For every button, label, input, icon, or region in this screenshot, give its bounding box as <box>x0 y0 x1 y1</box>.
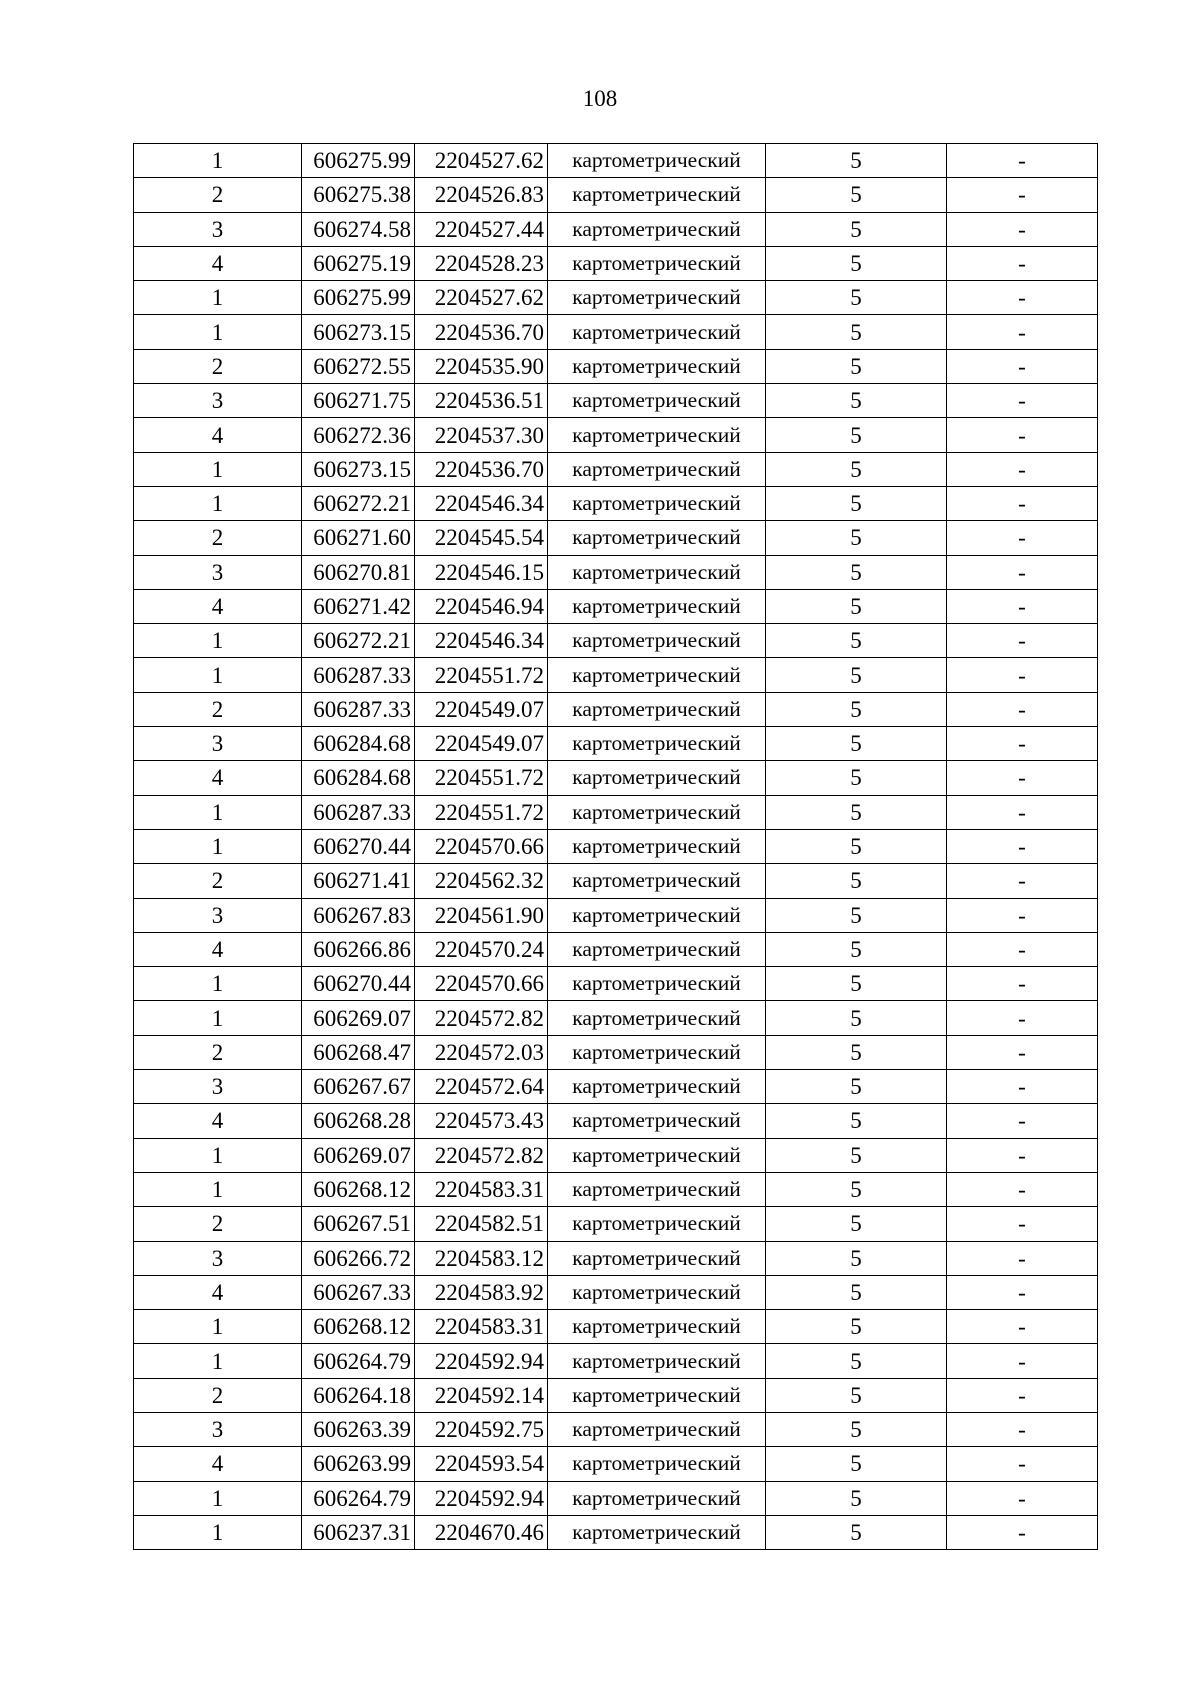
y-coordinate-cell: 2204583.31 <box>415 1172 548 1206</box>
x-coordinate-cell: 606287.33 <box>302 658 415 692</box>
accuracy-cell: 5 <box>766 144 947 178</box>
y-coordinate-cell: 2204570.24 <box>415 932 548 966</box>
table-row <box>134 1481 1098 1515</box>
description-cell: - <box>947 212 1098 246</box>
x-coordinate-cell: 606284.68 <box>302 727 415 761</box>
x-coordinate-cell: 606270.44 <box>302 967 415 1001</box>
accuracy-cell: 5 <box>766 1481 947 1515</box>
accuracy-cell: 5 <box>766 349 947 383</box>
page-number: 108 <box>582 86 618 111</box>
point-number-cell: 1 <box>134 486 302 520</box>
method-cell: картометрический <box>548 624 766 658</box>
y-coordinate-cell: 2204526.83 <box>415 178 548 212</box>
description-cell: - <box>947 1447 1098 1481</box>
x-coordinate-cell: 606267.33 <box>302 1275 415 1309</box>
accuracy-cell: 5 <box>766 1310 947 1344</box>
table-row <box>134 1241 1098 1275</box>
method-cell: картометрический <box>548 555 766 589</box>
accuracy-cell: 5 <box>766 1035 947 1069</box>
method-cell: картометрический <box>548 658 766 692</box>
x-coordinate-cell: 606275.99 <box>302 281 415 315</box>
table-row <box>134 349 1098 383</box>
description-cell: - <box>947 829 1098 863</box>
point-number-cell: 1 <box>134 1310 302 1344</box>
method-cell: картометрический <box>548 1035 766 1069</box>
x-coordinate-cell: 606272.36 <box>302 418 415 452</box>
x-coordinate-cell: 606267.83 <box>302 898 415 932</box>
point-number-cell: 4 <box>134 246 302 280</box>
table-row <box>134 1001 1098 1035</box>
x-coordinate-cell: 606237.31 <box>302 1515 415 1549</box>
y-coordinate-cell: 2204582.51 <box>415 1207 548 1241</box>
method-cell: картометрический <box>548 1070 766 1104</box>
y-coordinate-cell: 2204572.03 <box>415 1035 548 1069</box>
point-number-cell: 4 <box>134 761 302 795</box>
description-cell: - <box>947 589 1098 623</box>
accuracy-cell: 5 <box>766 281 947 315</box>
table-row <box>134 761 1098 795</box>
description-cell: - <box>947 1515 1098 1549</box>
point-number-cell: 3 <box>134 727 302 761</box>
y-coordinate-cell: 2204546.15 <box>415 555 548 589</box>
point-number-cell: 3 <box>134 898 302 932</box>
accuracy-cell: 5 <box>766 829 947 863</box>
y-coordinate-cell: 2204546.34 <box>415 486 548 520</box>
y-coordinate-cell: 2204535.90 <box>415 349 548 383</box>
table-row <box>134 212 1098 246</box>
method-cell: картометрический <box>548 521 766 555</box>
point-number-cell: 1 <box>134 315 302 349</box>
description-cell: - <box>947 555 1098 589</box>
table-row <box>134 1344 1098 1378</box>
point-number-cell: 4 <box>134 932 302 966</box>
table-row <box>134 521 1098 555</box>
point-number-cell: 2 <box>134 692 302 726</box>
table-row <box>134 589 1098 623</box>
y-coordinate-cell: 2204528.23 <box>415 246 548 280</box>
point-number-cell: 1 <box>134 829 302 863</box>
y-coordinate-cell: 2204583.12 <box>415 1241 548 1275</box>
point-number-cell: 3 <box>134 555 302 589</box>
accuracy-cell: 5 <box>766 1241 947 1275</box>
method-cell: картометрический <box>548 692 766 726</box>
method-cell: картометрический <box>548 1104 766 1138</box>
point-number-cell: 1 <box>134 967 302 1001</box>
description-cell: - <box>947 1378 1098 1412</box>
method-cell: картометрический <box>548 761 766 795</box>
method-cell: картометрический <box>548 1241 766 1275</box>
description-cell: - <box>947 761 1098 795</box>
description-cell: - <box>947 1207 1098 1241</box>
point-number-cell: 1 <box>134 658 302 692</box>
accuracy-cell: 5 <box>766 658 947 692</box>
accuracy-cell: 5 <box>766 761 947 795</box>
x-coordinate-cell: 606274.58 <box>302 212 415 246</box>
x-coordinate-cell: 606268.47 <box>302 1035 415 1069</box>
point-number-cell: 3 <box>134 1241 302 1275</box>
description-cell: - <box>947 144 1098 178</box>
x-coordinate-cell: 606264.79 <box>302 1344 415 1378</box>
accuracy-cell: 5 <box>766 967 947 1001</box>
table-row <box>134 692 1098 726</box>
table-row <box>134 624 1098 658</box>
table-row <box>134 829 1098 863</box>
point-number-cell: 4 <box>134 589 302 623</box>
point-number-cell: 1 <box>134 624 302 658</box>
y-coordinate-cell: 2204583.92 <box>415 1275 548 1309</box>
description-cell: - <box>947 1001 1098 1035</box>
point-number-cell: 3 <box>134 384 302 418</box>
accuracy-cell: 5 <box>766 1447 947 1481</box>
x-coordinate-cell: 606271.42 <box>302 589 415 623</box>
y-coordinate-cell: 2204572.82 <box>415 1138 548 1172</box>
method-cell: картометрический <box>548 795 766 829</box>
description-cell: - <box>947 1172 1098 1206</box>
table-row <box>134 1275 1098 1309</box>
accuracy-cell: 5 <box>766 418 947 452</box>
y-coordinate-cell: 2204545.54 <box>415 521 548 555</box>
method-cell: картометрический <box>548 212 766 246</box>
accuracy-cell: 5 <box>766 1207 947 1241</box>
accuracy-cell: 5 <box>766 898 947 932</box>
description-cell: - <box>947 624 1098 658</box>
point-number-cell: 1 <box>134 1344 302 1378</box>
point-number-cell: 3 <box>134 1070 302 1104</box>
table-row <box>134 384 1098 418</box>
accuracy-cell: 5 <box>766 1172 947 1206</box>
y-coordinate-cell: 2204549.07 <box>415 727 548 761</box>
description-cell: - <box>947 1344 1098 1378</box>
point-number-cell: 2 <box>134 349 302 383</box>
y-coordinate-cell: 2204527.62 <box>415 144 548 178</box>
point-number-cell: 4 <box>134 1447 302 1481</box>
y-coordinate-cell: 2204592.14 <box>415 1378 548 1412</box>
table-row <box>134 315 1098 349</box>
method-cell: картометрический <box>548 1310 766 1344</box>
accuracy-cell: 5 <box>766 1138 947 1172</box>
description-cell: - <box>947 1275 1098 1309</box>
point-number-cell: 2 <box>134 178 302 212</box>
table-row <box>134 178 1098 212</box>
y-coordinate-cell: 2204536.70 <box>415 452 548 486</box>
method-cell: картометрический <box>548 589 766 623</box>
y-coordinate-cell: 2204573.43 <box>415 1104 548 1138</box>
accuracy-cell: 5 <box>766 212 947 246</box>
x-coordinate-cell: 606269.07 <box>302 1001 415 1035</box>
point-number-cell: 2 <box>134 864 302 898</box>
table-row <box>134 898 1098 932</box>
table-row <box>134 1070 1098 1104</box>
x-coordinate-cell: 606275.99 <box>302 144 415 178</box>
y-coordinate-cell: 2204551.72 <box>415 795 548 829</box>
description-cell: - <box>947 898 1098 932</box>
point-number-cell: 1 <box>134 281 302 315</box>
table-row <box>134 932 1098 966</box>
x-coordinate-cell: 606287.33 <box>302 795 415 829</box>
x-coordinate-cell: 606269.07 <box>302 1138 415 1172</box>
x-coordinate-cell: 606271.75 <box>302 384 415 418</box>
point-number-cell: 4 <box>134 1275 302 1309</box>
method-cell: картометрический <box>548 1412 766 1446</box>
method-cell: картометрический <box>548 1447 766 1481</box>
point-number-cell: 1 <box>134 144 302 178</box>
y-coordinate-cell: 2204549.07 <box>415 692 548 726</box>
y-coordinate-cell: 2204551.72 <box>415 761 548 795</box>
point-number-cell: 1 <box>134 1172 302 1206</box>
description-cell: - <box>947 1241 1098 1275</box>
accuracy-cell: 5 <box>766 246 947 280</box>
description-cell: - <box>947 452 1098 486</box>
y-coordinate-cell: 2204592.94 <box>415 1481 548 1515</box>
x-coordinate-cell: 606287.33 <box>302 692 415 726</box>
method-cell: картометрический <box>548 246 766 280</box>
description-cell: - <box>947 178 1098 212</box>
table-row <box>134 452 1098 486</box>
description-cell: - <box>947 692 1098 726</box>
method-cell: картометрический <box>548 898 766 932</box>
method-cell: картометрический <box>548 1172 766 1206</box>
table-row <box>134 1447 1098 1481</box>
accuracy-cell: 5 <box>766 1412 947 1446</box>
description-cell: - <box>947 246 1098 280</box>
table-row <box>134 555 1098 589</box>
accuracy-cell: 5 <box>766 1275 947 1309</box>
accuracy-cell: 5 <box>766 1070 947 1104</box>
table-row <box>134 281 1098 315</box>
table-row <box>134 1310 1098 1344</box>
accuracy-cell: 5 <box>766 727 947 761</box>
accuracy-cell: 5 <box>766 589 947 623</box>
method-cell: картометрический <box>548 967 766 1001</box>
method-cell: картометрический <box>548 1275 766 1309</box>
accuracy-cell: 5 <box>766 1001 947 1035</box>
table-row <box>134 967 1098 1001</box>
x-coordinate-cell: 606267.51 <box>302 1207 415 1241</box>
table-row <box>134 727 1098 761</box>
accuracy-cell: 5 <box>766 1104 947 1138</box>
accuracy-cell: 5 <box>766 555 947 589</box>
point-number-cell: 1 <box>134 795 302 829</box>
table-row <box>134 864 1098 898</box>
description-cell: - <box>947 1104 1098 1138</box>
y-coordinate-cell: 2204670.46 <box>415 1515 548 1549</box>
accuracy-cell: 5 <box>766 315 947 349</box>
method-cell: картометрический <box>548 384 766 418</box>
point-number-cell: 1 <box>134 1481 302 1515</box>
point-number-cell: 4 <box>134 1104 302 1138</box>
point-number-cell: 1 <box>134 1001 302 1035</box>
point-number-cell: 1 <box>134 1138 302 1172</box>
table-row <box>134 1172 1098 1206</box>
y-coordinate-cell: 2204572.82 <box>415 1001 548 1035</box>
x-coordinate-cell: 606263.99 <box>302 1447 415 1481</box>
y-coordinate-cell: 2204561.90 <box>415 898 548 932</box>
point-number-cell: 2 <box>134 1207 302 1241</box>
description-cell: - <box>947 932 1098 966</box>
x-coordinate-cell: 606272.55 <box>302 349 415 383</box>
description-cell: - <box>947 727 1098 761</box>
y-coordinate-cell: 2204527.44 <box>415 212 548 246</box>
x-coordinate-cell: 606266.86 <box>302 932 415 966</box>
y-coordinate-cell: 2204546.34 <box>415 624 548 658</box>
x-coordinate-cell: 606264.18 <box>302 1378 415 1412</box>
table-row <box>134 1207 1098 1241</box>
x-coordinate-cell: 606275.19 <box>302 246 415 280</box>
x-coordinate-cell: 606268.28 <box>302 1104 415 1138</box>
accuracy-cell: 5 <box>766 692 947 726</box>
x-coordinate-cell: 606271.41 <box>302 864 415 898</box>
y-coordinate-cell: 2204570.66 <box>415 967 548 1001</box>
point-number-cell: 1 <box>134 1515 302 1549</box>
method-cell: картометрический <box>548 1515 766 1549</box>
description-cell: - <box>947 1138 1098 1172</box>
x-coordinate-cell: 606268.12 <box>302 1310 415 1344</box>
y-coordinate-cell: 2204583.31 <box>415 1310 548 1344</box>
method-cell: картометрический <box>548 829 766 863</box>
method-cell: картометрический <box>548 452 766 486</box>
table-row <box>134 246 1098 280</box>
table-row <box>134 486 1098 520</box>
table-row <box>134 418 1098 452</box>
x-coordinate-cell: 606275.38 <box>302 178 415 212</box>
table-row <box>134 795 1098 829</box>
method-cell: картометрический <box>548 1378 766 1412</box>
table-row <box>134 1138 1098 1172</box>
accuracy-cell: 5 <box>766 1378 947 1412</box>
x-coordinate-cell: 606273.15 <box>302 452 415 486</box>
y-coordinate-cell: 2204592.75 <box>415 1412 548 1446</box>
x-coordinate-cell: 606266.72 <box>302 1241 415 1275</box>
x-coordinate-cell: 606273.15 <box>302 315 415 349</box>
point-number-cell: 3 <box>134 212 302 246</box>
description-cell: - <box>947 349 1098 383</box>
table-row <box>134 1515 1098 1549</box>
x-coordinate-cell: 606264.79 <box>302 1481 415 1515</box>
x-coordinate-cell: 606270.81 <box>302 555 415 589</box>
accuracy-cell: 5 <box>766 864 947 898</box>
method-cell: картометрический <box>548 1207 766 1241</box>
point-number-cell: 2 <box>134 1378 302 1412</box>
method-cell: картометрический <box>548 932 766 966</box>
description-cell: - <box>947 1412 1098 1446</box>
x-coordinate-cell: 606267.67 <box>302 1070 415 1104</box>
accuracy-cell: 5 <box>766 932 947 966</box>
x-coordinate-cell: 606268.12 <box>302 1172 415 1206</box>
y-coordinate-cell: 2204537.30 <box>415 418 548 452</box>
description-cell: - <box>947 967 1098 1001</box>
x-coordinate-cell: 606271.60 <box>302 521 415 555</box>
description-cell: - <box>947 864 1098 898</box>
accuracy-cell: 5 <box>766 486 947 520</box>
accuracy-cell: 5 <box>766 178 947 212</box>
method-cell: картометрический <box>548 1481 766 1515</box>
coordinates-table <box>133 143 1098 1550</box>
method-cell: картометрический <box>548 727 766 761</box>
accuracy-cell: 5 <box>766 624 947 658</box>
table-row <box>134 144 1098 178</box>
description-cell: - <box>947 1035 1098 1069</box>
y-coordinate-cell: 2204536.70 <box>415 315 548 349</box>
method-cell: картометрический <box>548 315 766 349</box>
accuracy-cell: 5 <box>766 1344 947 1378</box>
table-row <box>134 1412 1098 1446</box>
y-coordinate-cell: 2204592.94 <box>415 1344 548 1378</box>
point-number-cell: 1 <box>134 452 302 486</box>
table-row <box>134 1378 1098 1412</box>
table-row <box>134 1035 1098 1069</box>
y-coordinate-cell: 2204593.54 <box>415 1447 548 1481</box>
x-coordinate-cell: 606272.21 <box>302 486 415 520</box>
method-cell: картометрический <box>548 1344 766 1378</box>
x-coordinate-cell: 606263.39 <box>302 1412 415 1446</box>
description-cell: - <box>947 384 1098 418</box>
x-coordinate-cell: 606270.44 <box>302 829 415 863</box>
accuracy-cell: 5 <box>766 521 947 555</box>
description-cell: - <box>947 1481 1098 1515</box>
point-number-cell: 2 <box>134 1035 302 1069</box>
accuracy-cell: 5 <box>766 384 947 418</box>
description-cell: - <box>947 521 1098 555</box>
description-cell: - <box>947 795 1098 829</box>
method-cell: картометрический <box>548 1138 766 1172</box>
y-coordinate-cell: 2204572.64 <box>415 1070 548 1104</box>
x-coordinate-cell: 606272.21 <box>302 624 415 658</box>
y-coordinate-cell: 2204551.72 <box>415 658 548 692</box>
x-coordinate-cell: 606284.68 <box>302 761 415 795</box>
table-row <box>134 658 1098 692</box>
method-cell: картометрический <box>548 418 766 452</box>
y-coordinate-cell: 2204546.94 <box>415 589 548 623</box>
y-coordinate-cell: 2204570.66 <box>415 829 548 863</box>
description-cell: - <box>947 1310 1098 1344</box>
accuracy-cell: 5 <box>766 452 947 486</box>
description-cell: - <box>947 486 1098 520</box>
method-cell: картометрический <box>548 486 766 520</box>
point-number-cell: 2 <box>134 521 302 555</box>
y-coordinate-cell: 2204562.32 <box>415 864 548 898</box>
table-body <box>134 144 1098 1550</box>
description-cell: - <box>947 658 1098 692</box>
accuracy-cell: 5 <box>766 1515 947 1549</box>
method-cell: картометрический <box>548 1001 766 1035</box>
table-row <box>134 1104 1098 1138</box>
accuracy-cell: 5 <box>766 795 947 829</box>
method-cell: картометрический <box>548 178 766 212</box>
method-cell: картометрический <box>548 144 766 178</box>
y-coordinate-cell: 2204536.51 <box>415 384 548 418</box>
method-cell: картометрический <box>548 349 766 383</box>
description-cell: - <box>947 418 1098 452</box>
y-coordinate-cell: 2204527.62 <box>415 281 548 315</box>
description-cell: - <box>947 315 1098 349</box>
point-number-cell: 4 <box>134 418 302 452</box>
description-cell: - <box>947 281 1098 315</box>
method-cell: картометрический <box>548 281 766 315</box>
point-number-cell: 3 <box>134 1412 302 1446</box>
description-cell: - <box>947 1070 1098 1104</box>
method-cell: картометрический <box>548 864 766 898</box>
